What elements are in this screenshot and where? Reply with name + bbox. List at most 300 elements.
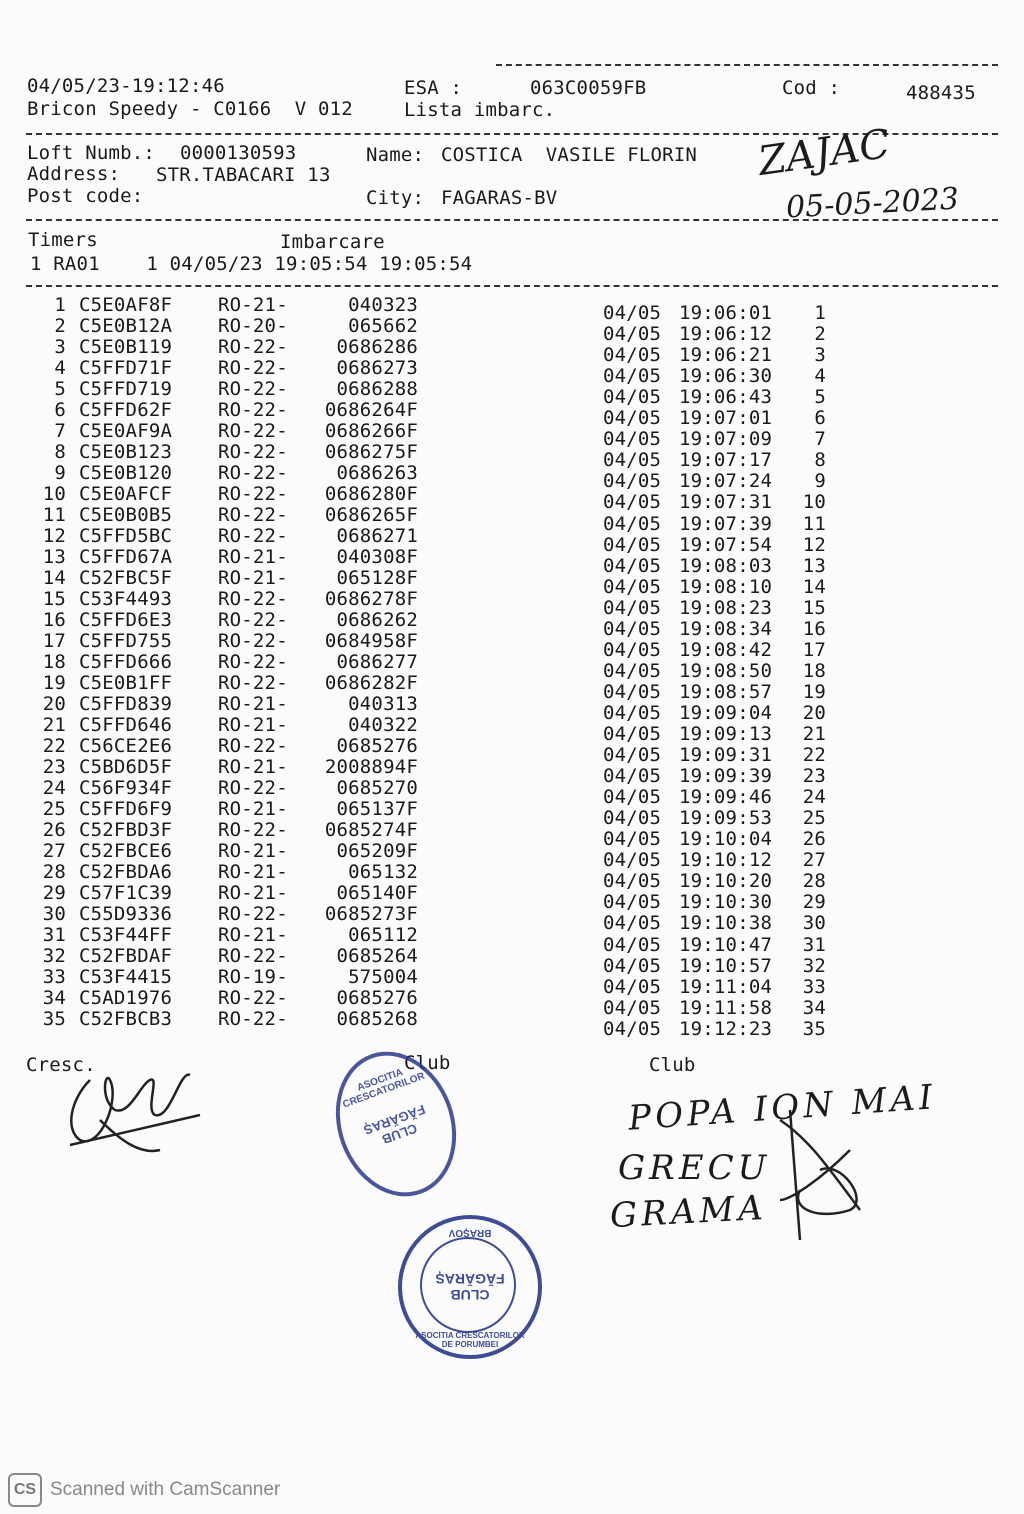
cell-idx: 19 [802, 681, 826, 703]
cell-date: 04/05 [603, 786, 662, 808]
table-row [0, 336, 1024, 366]
cell-ring: 065128F [336, 567, 418, 589]
cell-chip: C5E0AF8F [79, 294, 173, 316]
table-row [0, 483, 1024, 513]
cell-chip: C5E0B0B5 [79, 504, 173, 526]
stamp-1-inner: CLUB FĂGĂRAȘ [361, 1101, 428, 1148]
cell-series: RO-19- [218, 966, 288, 988]
cell-series: RO-22- [218, 399, 288, 421]
cell-chip: C5FFD666 [79, 651, 173, 673]
cell-date: 04/05 [603, 765, 662, 787]
cell-series: RO-22- [218, 441, 288, 463]
cell-date: 04/05 [603, 955, 662, 977]
cell-ring: 0686282F [324, 672, 418, 694]
cell-date: 04/05 [603, 723, 662, 745]
cell-date: 04/05 [603, 618, 662, 640]
cell-ring: 575004 [348, 966, 418, 988]
cell-time: 19:09:46 [679, 786, 773, 808]
cell-ring: 0686288 [336, 378, 418, 400]
cell-time: 19:06:21 [679, 344, 773, 366]
timer-line: 1 RA01 1 04/05/23 19:05:54 19:05:54 [30, 253, 473, 275]
cell-ring: 0686275F [324, 441, 418, 463]
cell-ring: 040322 [348, 714, 418, 736]
cell-idx: 7 [814, 428, 826, 450]
cell-ring: 040323 [348, 294, 418, 316]
cell-time: 19:07:39 [679, 513, 773, 535]
cell-n: 26 [42, 819, 66, 841]
cell-date: 04/05 [603, 428, 662, 450]
stamp-1-text: ASOCITIA CRESCATORILOR [341, 1066, 427, 1111]
cell-time: 19:08:34 [679, 618, 773, 640]
cell-series: RO-22- [218, 504, 288, 526]
cell-date: 04/05 [603, 681, 662, 703]
table-row [0, 462, 1024, 492]
cell-n: 25 [42, 798, 66, 820]
cell-n: 12 [42, 525, 66, 547]
list-title: Lista imbarc. [404, 99, 556, 121]
cell-n: 4 [54, 357, 66, 379]
cell-time: 19:06:01 [679, 302, 773, 324]
cell-series: RO-22- [218, 483, 288, 505]
cell-idx: 2 [814, 323, 826, 345]
cell-time: 19:08:03 [679, 555, 773, 577]
cell-chip: C5E0B1FF [79, 672, 173, 694]
cell-chip: C53F4415 [79, 966, 173, 988]
cell-series: RO-22- [218, 1008, 288, 1030]
cell-time: 19:10:04 [679, 828, 773, 850]
handwritten-date: 05-05-2023 [785, 181, 960, 226]
cell-series: RO-22- [218, 819, 288, 841]
cell-chip: C52FBCB3 [79, 1008, 173, 1030]
table-row [0, 357, 1024, 387]
cell-chip: C56F934F [79, 777, 173, 799]
cell-idx: 6 [814, 407, 826, 429]
cell-idx: 8 [814, 449, 826, 471]
cell-ring: 2008894F [324, 756, 418, 778]
table-row [0, 630, 1024, 661]
cell-chip: C52FBC5F [79, 567, 173, 589]
cell-series: RO-21- [218, 924, 288, 946]
stamp-2-top: BRAȘOV [448, 1227, 492, 1238]
table-row [0, 315, 1024, 345]
cell-n: 16 [42, 609, 66, 631]
cell-time: 19:11:58 [679, 997, 773, 1019]
name-label: Name: [366, 144, 425, 166]
cell-date: 04/05 [603, 302, 662, 324]
cell-time: 19:08:57 [679, 681, 773, 703]
cell-chip: C5BD6D5F [79, 756, 173, 778]
cell-date: 04/05 [603, 365, 662, 387]
cell-ring: 0685276 [336, 735, 418, 757]
cell-idx: 18 [802, 660, 826, 682]
cell-n: 22 [42, 735, 66, 757]
club-signature [760, 1100, 880, 1250]
cell-time: 19:08:23 [679, 597, 773, 619]
cell-series: RO-22- [218, 609, 288, 631]
cell-n: 27 [42, 840, 66, 862]
cell-series: RO-22- [218, 525, 288, 547]
cell-time: 19:11:04 [679, 976, 773, 998]
breeder-signature [60, 1060, 220, 1160]
table-row [0, 399, 1024, 429]
separator-timers [26, 285, 998, 287]
cell-time: 19:12:23 [679, 1018, 773, 1040]
cell-date: 04/05 [603, 407, 662, 429]
cell-idx: 12 [802, 534, 826, 556]
cell-series: RO-22- [218, 462, 288, 484]
cell-chip: C5FFD646 [79, 714, 173, 736]
cell-time: 19:09:13 [679, 723, 773, 745]
timers-label: Timers [28, 229, 98, 251]
table-row [0, 567, 1024, 598]
cell-idx: 5 [814, 386, 826, 408]
cell-n: 10 [42, 483, 66, 505]
cell-n: 18 [42, 651, 66, 673]
cell-idx: 29 [802, 891, 826, 913]
club-member-2: GRECU [618, 1148, 771, 1188]
cell-ring: 0686278F [324, 588, 418, 610]
cell-series: RO-22- [218, 777, 288, 799]
table-row [0, 609, 1024, 640]
cell-date: 04/05 [603, 1018, 662, 1040]
cell-time: 19:07:17 [679, 449, 773, 471]
table-row [0, 903, 1024, 934]
cell-idx: 33 [802, 976, 826, 998]
cell-ring: 0685270 [336, 777, 418, 799]
table-row [0, 735, 1024, 766]
cell-chip: C5FFD62F [79, 399, 173, 421]
cresc-label: Cresc. [26, 1054, 96, 1076]
cell-time: 19:10:12 [679, 849, 773, 871]
cell-chip: C5E0B119 [79, 336, 173, 358]
cell-ring: 0686286 [336, 336, 418, 358]
cell-chip: C5E0B123 [79, 441, 173, 463]
cell-ring: 040308F [336, 546, 418, 568]
cell-idx: 27 [802, 849, 826, 871]
cell-series: RO-22- [218, 651, 288, 673]
cell-series: RO-21- [218, 756, 288, 778]
cell-n: 32 [42, 945, 66, 967]
cell-ring: 040313 [348, 693, 418, 715]
club-label-1: Club [404, 1052, 451, 1074]
cell-date: 04/05 [603, 386, 662, 408]
cell-n: 19 [42, 672, 66, 694]
table-row [0, 714, 1024, 745]
cell-series: RO-21- [218, 882, 288, 904]
cell-ring: 065137F [336, 798, 418, 820]
cell-chip: C57F1C39 [79, 882, 173, 904]
table-row [0, 777, 1024, 808]
cell-idx: 13 [802, 555, 826, 577]
esa-label: ESA : [404, 77, 463, 99]
cell-series: RO-22- [218, 378, 288, 400]
cell-idx: 9 [814, 470, 826, 492]
cell-n: 7 [54, 420, 66, 442]
cell-chip: C5FFD719 [79, 378, 173, 400]
cell-time: 19:07:01 [679, 407, 773, 429]
postcode-label: Post code: [27, 185, 144, 207]
cell-ring: 0685264 [336, 945, 418, 967]
cell-n: 15 [42, 588, 66, 610]
cell-series: RO-22- [218, 420, 288, 442]
cell-idx: 31 [802, 934, 826, 956]
cell-series: RO-22- [218, 672, 288, 694]
cell-n: 31 [42, 924, 66, 946]
cell-date: 04/05 [603, 849, 662, 871]
cell-chip: C5FFD67A [79, 546, 173, 568]
separator-top [496, 64, 998, 66]
name-value: COSTICA VASILE FLORIN [441, 144, 698, 166]
cell-n: 20 [42, 693, 66, 715]
cell-date: 04/05 [603, 639, 662, 661]
cell-time: 19:08:42 [679, 639, 773, 661]
cell-chip: C52FBD3F [79, 819, 173, 841]
cell-ring: 0686280F [324, 483, 418, 505]
cell-chip: C5FFD755 [79, 630, 173, 652]
table-row [0, 546, 1024, 577]
cell-time: 19:09:39 [679, 765, 773, 787]
cell-date: 04/05 [603, 344, 662, 366]
stamp-2-inner: CLUB FĂGĂRAȘ [435, 1271, 505, 1303]
cod-label: Cod : [782, 77, 841, 99]
loft-value: 0000130593 [180, 142, 297, 164]
cell-chip: C5E0B120 [79, 462, 173, 484]
cell-idx: 1 [814, 302, 826, 324]
cell-series: RO-21- [218, 714, 288, 736]
scanner-watermark [8, 1473, 280, 1507]
cell-idx: 26 [802, 828, 826, 850]
cell-time: 19:10:20 [679, 870, 773, 892]
imbarcare-label: Imbarcare [280, 231, 385, 253]
cell-time: 19:09:31 [679, 744, 773, 766]
cell-n: 5 [54, 378, 66, 400]
cell-series: RO-22- [218, 630, 288, 652]
cell-series: RO-22- [218, 588, 288, 610]
loft-label: Loft Numb.: [27, 142, 156, 164]
cell-time: 19:08:10 [679, 576, 773, 598]
cell-idx: 4 [814, 365, 826, 387]
cell-date: 04/05 [603, 597, 662, 619]
cell-idx: 24 [802, 786, 826, 808]
cell-series: RO-21- [218, 861, 288, 883]
cell-ring: 0686264F [324, 399, 418, 421]
cell-chip: C5FFD71F [79, 357, 173, 379]
cell-series: RO-21- [218, 798, 288, 820]
cell-idx: 35 [802, 1018, 826, 1040]
cell-ring: 065132 [348, 861, 418, 883]
cell-time: 19:10:47 [679, 934, 773, 956]
cell-date: 04/05 [603, 660, 662, 682]
esa-value: 063C0059FB [530, 77, 647, 99]
cell-time: 19:07:54 [679, 534, 773, 556]
cell-date: 04/05 [603, 976, 662, 998]
cell-chip: C5FFD6E3 [79, 609, 173, 631]
cell-n: 28 [42, 861, 66, 883]
cell-date: 04/05 [603, 513, 662, 535]
cell-idx: 15 [802, 597, 826, 619]
stamp-2-text: ASOCITIA CRESCATORILOR DE PORUMBEI [415, 1331, 525, 1349]
table-row [0, 798, 1024, 829]
cell-ring: 0686277 [336, 651, 418, 673]
cell-n: 6 [54, 399, 66, 421]
device-info: Bricon Speedy - C0166 V 012 [27, 98, 353, 120]
cell-idx: 22 [802, 744, 826, 766]
cell-time: 19:09:53 [679, 807, 773, 829]
cell-date: 04/05 [603, 702, 662, 724]
club-stamp-1 [316, 1035, 476, 1214]
cell-date: 04/05 [603, 891, 662, 913]
table-row [0, 693, 1024, 724]
address-value: STR.TABACARI 13 [156, 164, 331, 186]
cell-date: 04/05 [603, 576, 662, 598]
cell-chip: C56CE2E6 [79, 735, 173, 757]
cell-date: 04/05 [603, 912, 662, 934]
cell-ring: 065112 [348, 924, 418, 946]
cell-ring: 0685276 [336, 987, 418, 1009]
cell-series: RO-21- [218, 294, 288, 316]
table-row [0, 672, 1024, 703]
table-row [0, 882, 1024, 913]
cell-series: RO-20- [218, 315, 288, 337]
cell-time: 19:09:04 [679, 702, 773, 724]
cell-chip: C5E0AF9A [79, 420, 173, 442]
cell-series: RO-22- [218, 945, 288, 967]
cell-n: 1 [54, 294, 66, 316]
cell-n: 17 [42, 630, 66, 652]
cell-idx: 3 [814, 344, 826, 366]
table-row [0, 420, 1024, 450]
cell-idx: 34 [802, 997, 826, 1019]
club-member-1: POPA ION MAI [626, 1077, 938, 1139]
cell-idx: 21 [802, 723, 826, 745]
cell-n: 30 [42, 903, 66, 925]
cell-chip: C55D9336 [79, 903, 173, 925]
cell-ring: 0685268 [336, 1008, 418, 1030]
cell-date: 04/05 [603, 870, 662, 892]
cell-chip: C52FBCE6 [79, 840, 173, 862]
cell-series: RO-21- [218, 693, 288, 715]
cell-date: 04/05 [603, 934, 662, 956]
cell-time: 19:10:30 [679, 891, 773, 913]
table-row [0, 588, 1024, 619]
table-row [0, 840, 1024, 871]
cell-time: 19:10:57 [679, 955, 773, 977]
cell-ring: 0686262 [336, 609, 418, 631]
cell-date: 04/05 [603, 491, 662, 513]
cell-idx: 14 [802, 576, 826, 598]
cell-date: 04/05 [603, 449, 662, 471]
cell-ring: 0686273 [336, 357, 418, 379]
cell-series: RO-22- [218, 735, 288, 757]
cell-idx: 10 [802, 491, 826, 513]
club-member-3: GRAMA [609, 1187, 768, 1237]
handwritten-name: ZAJAC [755, 121, 893, 185]
cell-idx: 23 [802, 765, 826, 787]
cell-date: 04/05 [603, 555, 662, 577]
cell-date: 04/05 [603, 807, 662, 829]
cell-idx: 11 [802, 513, 826, 535]
cell-n: 2 [54, 315, 66, 337]
cell-idx: 32 [802, 955, 826, 977]
cell-chip: C53F44FF [79, 924, 173, 946]
cell-n: 3 [54, 336, 66, 358]
city-label: City: [366, 187, 425, 209]
cod-value: 488435 [906, 82, 976, 104]
cell-ring: 065140F [336, 882, 418, 904]
cell-n: 23 [42, 756, 66, 778]
table-row [0, 525, 1024, 556]
cell-idx: 25 [802, 807, 826, 829]
cell-n: 8 [54, 441, 66, 463]
camscanner-logo-icon: CS [8, 1473, 42, 1507]
print-datetime: 04/05/23-19:12:46 [27, 75, 225, 97]
cell-idx: 20 [802, 702, 826, 724]
cell-idx: 17 [802, 639, 826, 661]
cell-n: 35 [42, 1008, 66, 1030]
table-row [0, 819, 1024, 850]
cell-series: RO-22- [218, 987, 288, 1009]
cell-ring: 0686265F [324, 504, 418, 526]
cell-series: RO-22- [218, 903, 288, 925]
cell-n: 29 [42, 882, 66, 904]
cell-chip: C53F4493 [79, 588, 173, 610]
table-row [0, 441, 1024, 471]
cell-chip: C52FBDAF [79, 945, 173, 967]
cell-date: 04/05 [603, 323, 662, 345]
table-row [0, 504, 1024, 535]
table-row [0, 861, 1024, 892]
scanner-text: Scanned with CamScanner [50, 1479, 281, 1500]
cell-date: 04/05 [603, 534, 662, 556]
cell-date: 04/05 [603, 470, 662, 492]
cell-time: 19:06:12 [679, 323, 773, 345]
cell-n: 21 [42, 714, 66, 736]
table-row [0, 651, 1024, 682]
cell-ring: 0684958F [324, 630, 418, 652]
club-stamp-2 [398, 1215, 542, 1359]
cell-n: 34 [42, 987, 66, 1009]
table-row [0, 1008, 1024, 1040]
cell-ring: 0686263 [336, 462, 418, 484]
cell-chip: C5E0B12A [79, 315, 173, 337]
cell-chip: C5E0AFCF [79, 483, 173, 505]
table-row [0, 294, 1024, 324]
cell-ring: 065209F [336, 840, 418, 862]
city-value: FAGARAS-BV [441, 187, 558, 209]
cell-idx: 28 [802, 870, 826, 892]
cell-idx: 30 [802, 912, 826, 934]
cell-chip: C5FFD6F9 [79, 798, 173, 820]
cell-ring: 065662 [348, 315, 418, 337]
cell-ring: 0686271 [336, 525, 418, 547]
cell-n: 9 [54, 462, 66, 484]
cell-series: RO-21- [218, 546, 288, 568]
table-row [0, 378, 1024, 408]
cell-date: 04/05 [603, 744, 662, 766]
cell-ring: 0685274F [324, 819, 418, 841]
address-label: Address: [27, 163, 121, 185]
table-row [0, 756, 1024, 787]
cell-series: RO-21- [218, 567, 288, 589]
cell-n: 13 [42, 546, 66, 568]
cell-time: 19:07:09 [679, 428, 773, 450]
cell-n: 33 [42, 966, 66, 988]
club-label-2: Club [649, 1054, 696, 1076]
cell-series: RO-22- [218, 357, 288, 379]
cell-series: RO-22- [218, 336, 288, 358]
cell-ring: 0685273F [324, 903, 418, 925]
cell-chip: C5AD1976 [79, 987, 173, 1009]
